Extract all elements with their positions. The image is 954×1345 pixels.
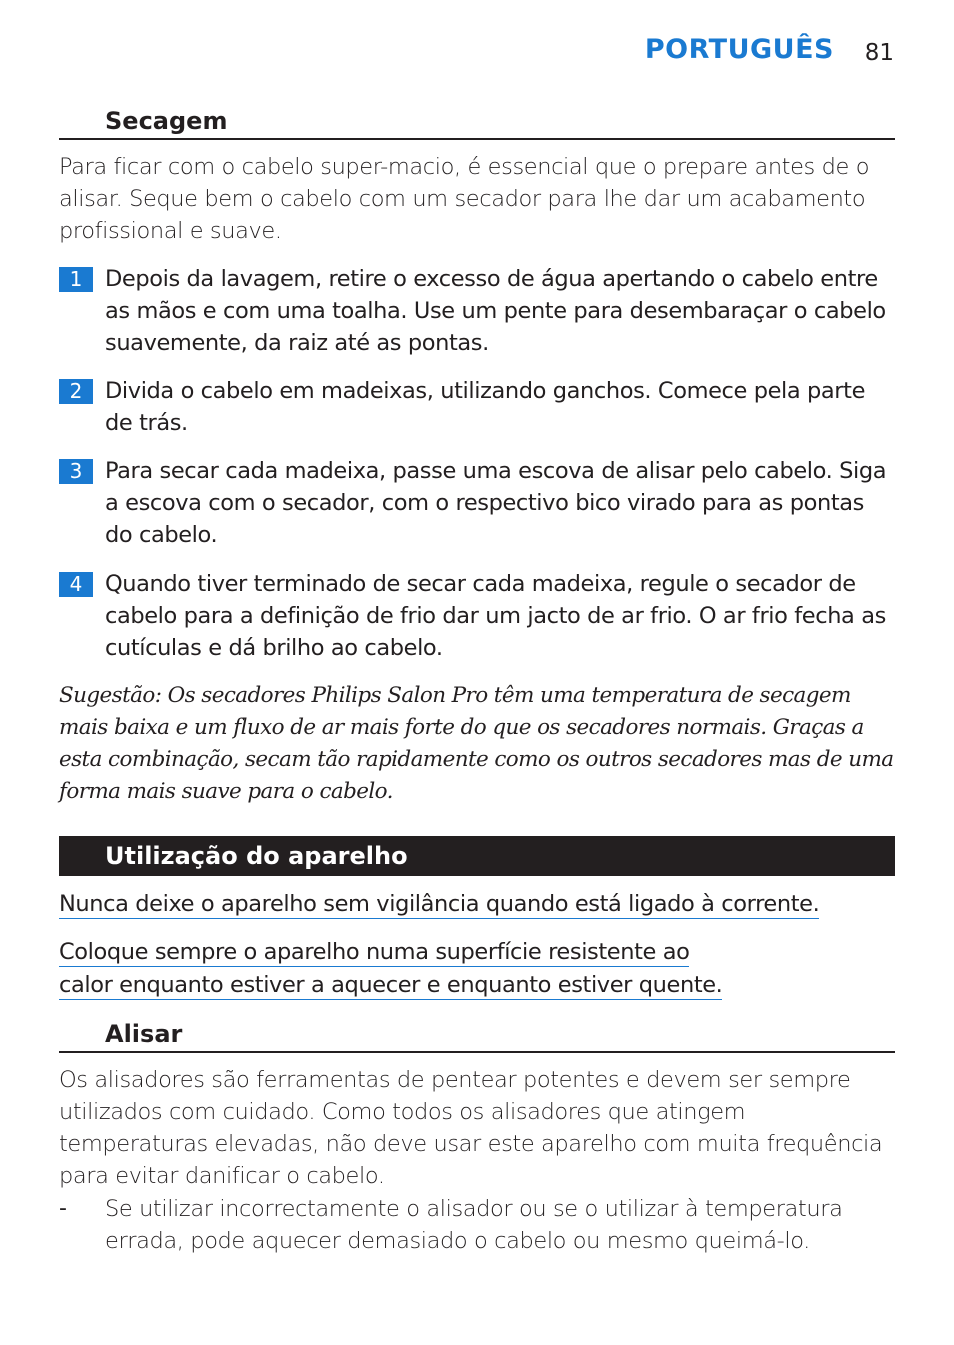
step-number-badge: 1 xyxy=(59,267,93,292)
step-text: Quando tiver terminado de secar cada madeixa, regule o secador de cabelo para a definição de frio dar um jacto de ar frio. O ar frio fecha as cutículas e dá brilho ao cabelo. xyxy=(105,571,886,661)
page-number: 81 xyxy=(864,40,894,66)
tip-note: Sugestão: Os secadores Philips Salon Pro têm uma temperatura de secagem mais baixa e um fluxo de ar mais forte do que os secadores normais. Graças a esta combinação, secam tão rapidamente como os outros secadores mas de uma forma mais suave para o cabelo. xyxy=(59,683,894,804)
step-number-badge: 2 xyxy=(59,379,93,404)
bullet-text: Se utilizar incorrectamente o alisador ou se o utilizar à temperatura errada, pode aquecer demasiado o cabelo ou mesmo queimá-lo. xyxy=(105,1196,843,1254)
warning-text-line-1: Coloque sempre o aparelho numa superfície resistente ao xyxy=(59,939,690,965)
section-title-usage: Utilização do aparelho xyxy=(105,842,408,870)
warning-heat-resistant xyxy=(59,936,895,1001)
warning-text: Nunca deixe o aparelho sem vigilância quando está ligado à corrente. xyxy=(59,891,820,917)
straightening-intro: Os alisadores são ferramentas de pentear potentes e devem ser sempre utilizados com cuidado. Como todos os alisadores que atingem temperaturas elevadas, não deve usar este aparelho com muita frequência para evitar danificar o cabelo. xyxy=(59,1067,883,1189)
section-title-straightening: Alisar xyxy=(105,1020,183,1048)
step-text: Divida o cabelo em madeixas, utilizando ganchos. Comece pela parte de trás. xyxy=(105,378,866,436)
bullet-dash: - xyxy=(59,1196,67,1221)
step-text: Para secar cada madeixa, passe uma escova de alisar pelo cabelo. Siga a escova com o secador, com o respectivo bico virado para as pontas do cabelo. xyxy=(105,458,887,548)
step-text: Depois da lavagem, retire o excesso de água apertando o cabelo entre as mãos e com uma toalha. Use um pente para desembaraçar o cabelo suavemente, da raiz até as pontas. xyxy=(105,266,886,356)
section-heading-straightening xyxy=(59,1017,895,1053)
warning-text-line-2: calor enquanto estiver a aquecer e enquanto estiver quente. xyxy=(59,972,723,998)
language-label: PORTUGUÊS xyxy=(644,34,834,65)
section-title-drying: Secagem xyxy=(105,107,228,135)
step-number-badge: 4 xyxy=(59,572,93,597)
section-heading-usage xyxy=(59,836,895,876)
step-number-badge: 3 xyxy=(59,459,93,484)
warning-unattended xyxy=(59,888,895,920)
drying-intro: Para ficar com o cabelo super-macio, é essencial que o prepare antes de o alisar. Seque bem o cabelo com um secador para lhe dar um acabamento profissional e suave. xyxy=(59,154,870,244)
section-heading-drying xyxy=(59,104,895,140)
